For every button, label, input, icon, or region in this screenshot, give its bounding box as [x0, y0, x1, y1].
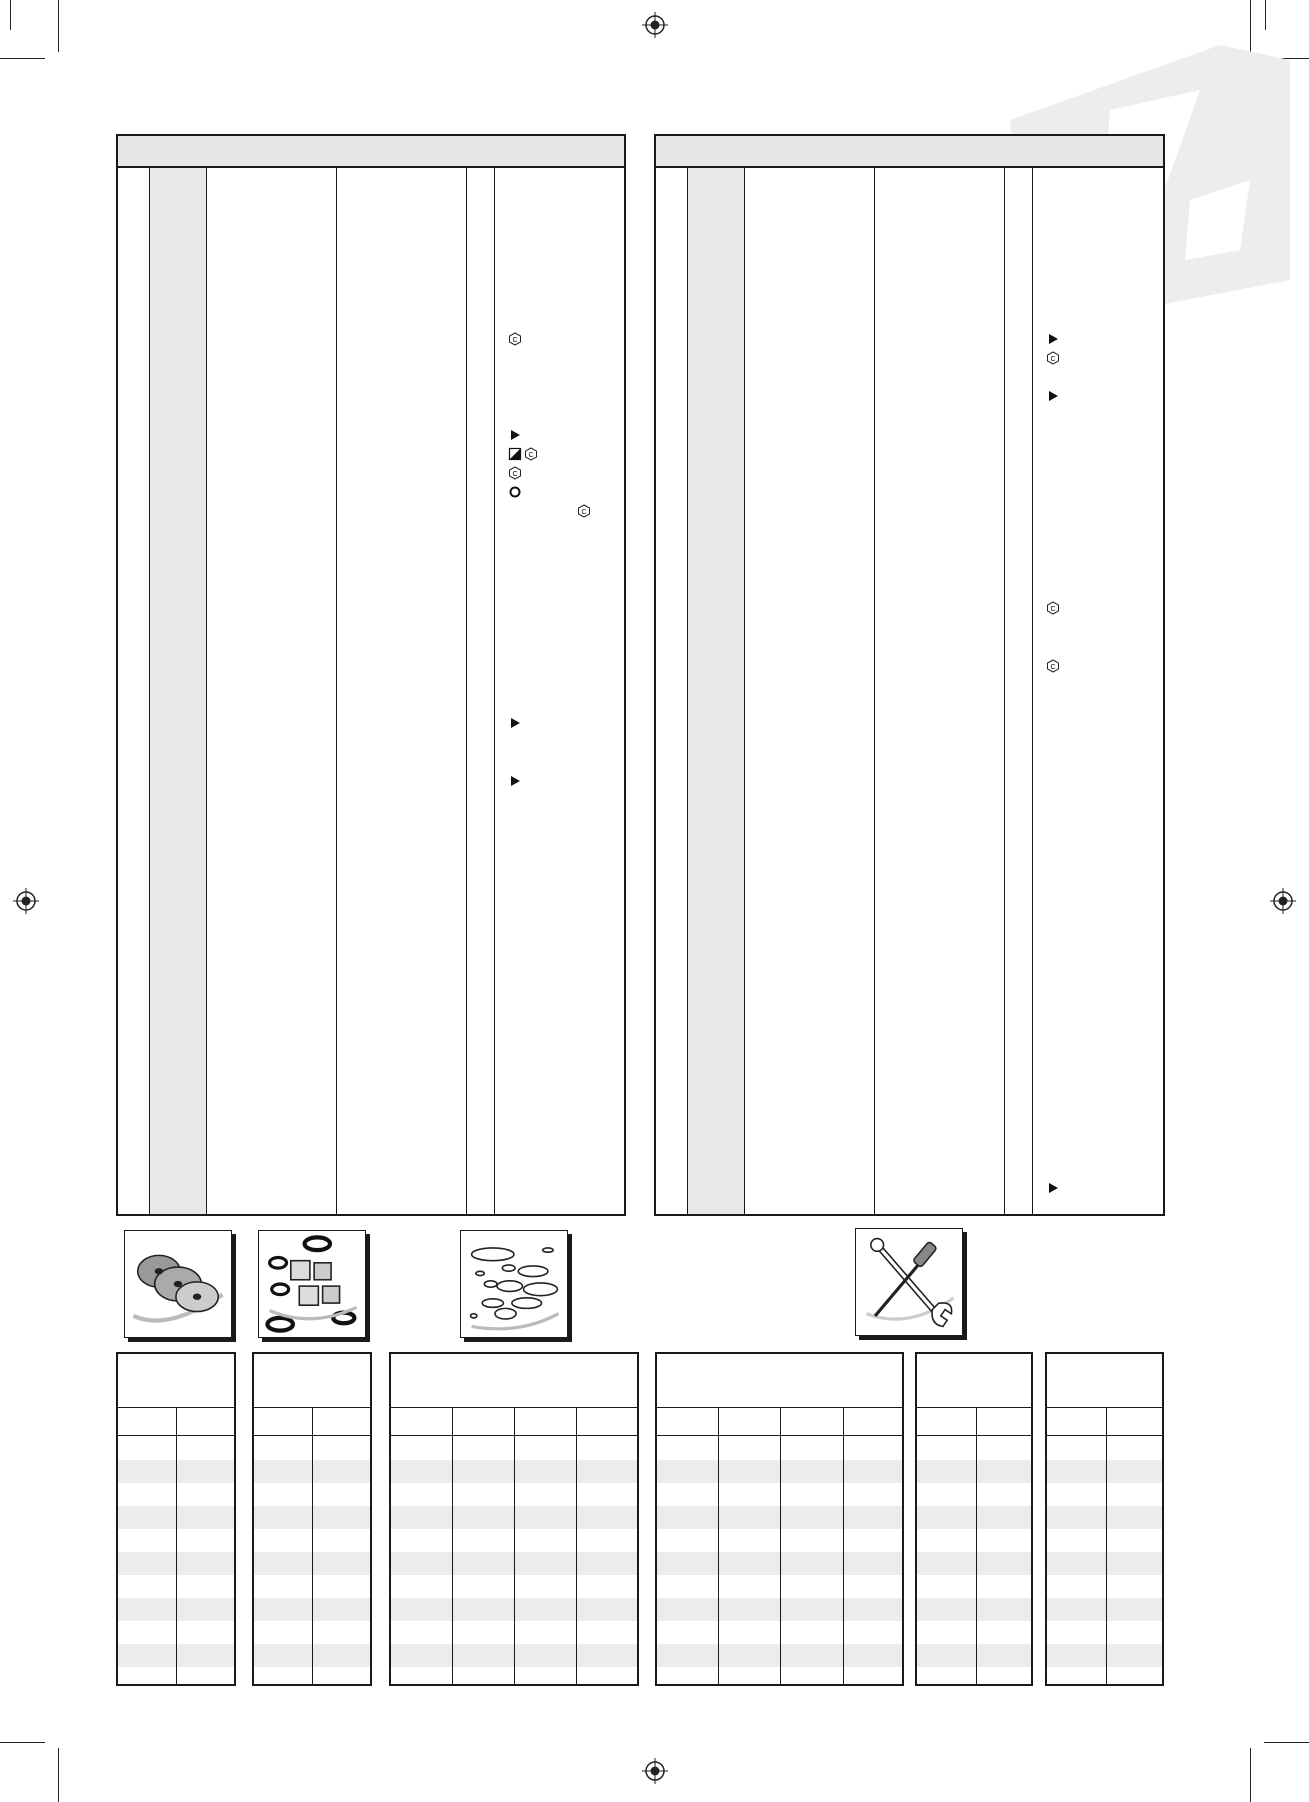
parts-table-3 [389, 1352, 639, 1686]
table-row [1047, 1506, 1162, 1529]
table-column-divider [718, 1408, 719, 1684]
discs-illustration [124, 1230, 232, 1338]
table-row [917, 1552, 1031, 1575]
left-panel-divider-2 [206, 168, 207, 1214]
table-row [917, 1460, 1031, 1483]
table-row [1047, 1460, 1162, 1483]
hex-c-icon [508, 332, 522, 346]
play-triangle-icon [508, 716, 522, 730]
parts-table-2 [252, 1352, 372, 1686]
table-column-divider [780, 1408, 781, 1684]
right-panel-divider-1 [687, 168, 688, 1214]
table-4-header [657, 1354, 902, 1408]
hex-c-icon [1046, 601, 1060, 615]
left-panel-divider-3 [336, 168, 337, 1214]
table-row [917, 1506, 1031, 1529]
svg-text:C: C [528, 452, 534, 459]
valves-seals-illustration [258, 1230, 366, 1338]
left-panel-divider-4 [466, 168, 467, 1214]
table-5-header [917, 1354, 1031, 1408]
crop-mark-top-left-v [58, 0, 59, 52]
crop-mark-bottom-right-v [1250, 1748, 1251, 1802]
table-5-subheader [917, 1408, 1031, 1436]
left-panel-shaded-column [150, 168, 206, 1214]
play-triangle-icon [1046, 1181, 1060, 1195]
crop-mark-bottom-left-h [0, 1742, 45, 1743]
table-column-divider [312, 1408, 313, 1684]
svg-text:C: C [1050, 606, 1056, 613]
hex-c-icon [524, 447, 538, 461]
table-6-header [1047, 1354, 1162, 1408]
right-panel-divider-5 [1032, 168, 1033, 1214]
parts-table-1 [116, 1352, 236, 1686]
o-rings-icon [461, 1231, 567, 1337]
play-triangle-icon [1046, 332, 1060, 346]
right-panel-divider-2 [744, 168, 745, 1214]
table-1-header [118, 1354, 234, 1408]
crop-mark-top-left-h [0, 58, 45, 59]
left-panel-divider-1 [149, 168, 150, 1214]
svg-text:C: C [512, 337, 518, 344]
table-3-header [391, 1354, 637, 1408]
svg-text:C: C [512, 471, 518, 478]
registration-mark-left [13, 888, 39, 914]
ring-icon [508, 485, 522, 499]
valves-and-seals-icon [259, 1231, 365, 1337]
tools-illustration [855, 1228, 963, 1336]
table-column-divider [514, 1408, 515, 1684]
svg-text:C: C [581, 509, 587, 516]
parts-table-4 [655, 1352, 904, 1686]
right-panel-divider-4 [1004, 168, 1005, 1214]
crop-mark-bottom-left-v [58, 1748, 59, 1802]
table-row [1047, 1598, 1162, 1621]
parts-table-6 [1045, 1352, 1164, 1686]
registration-mark-bottom [642, 1758, 668, 1784]
table-row [1047, 1644, 1162, 1667]
table-2-header [254, 1354, 370, 1408]
hex-c-icon [508, 466, 522, 480]
registration-mark-right [1270, 888, 1296, 914]
play-triangle-icon [508, 774, 522, 788]
table-column-divider [976, 1408, 977, 1684]
tools-icon [856, 1229, 962, 1335]
crop-mark-bottom-right-h [1264, 1742, 1309, 1743]
discs-icon [125, 1231, 231, 1337]
right-panel-header [656, 136, 1163, 168]
hex-c-icon [577, 504, 591, 518]
table-column-divider [1106, 1408, 1107, 1684]
svg-text:C: C [1050, 664, 1056, 671]
left-panel-header [118, 136, 624, 168]
right-panel-shaded-column [688, 168, 744, 1214]
table-column-divider [452, 1408, 453, 1684]
table-row [917, 1644, 1031, 1667]
registration-mark-top [642, 12, 668, 38]
half-filled-square-icon [508, 447, 522, 461]
hex-c-icon [1046, 351, 1060, 365]
left-parts-panel [116, 134, 626, 1216]
play-triangle-icon [508, 428, 522, 442]
left-panel-divider-5 [494, 168, 495, 1214]
table-column-divider [843, 1408, 844, 1684]
table-column-divider [176, 1408, 177, 1684]
table-column-divider [576, 1408, 577, 1684]
crop-mark-top-left-v2 [10, 0, 11, 30]
hex-c-icon [1046, 659, 1060, 673]
table-row [1047, 1552, 1162, 1575]
play-triangle-icon [1046, 389, 1060, 403]
right-parts-panel [654, 134, 1165, 1216]
crop-mark-top-right-v2 [1265, 0, 1266, 30]
o-rings-illustration [460, 1230, 568, 1338]
right-panel-divider-3 [874, 168, 875, 1214]
svg-text:C: C [1050, 356, 1056, 363]
table-row [917, 1598, 1031, 1621]
table-6-subheader [1047, 1408, 1162, 1436]
parts-table-5 [915, 1352, 1033, 1686]
